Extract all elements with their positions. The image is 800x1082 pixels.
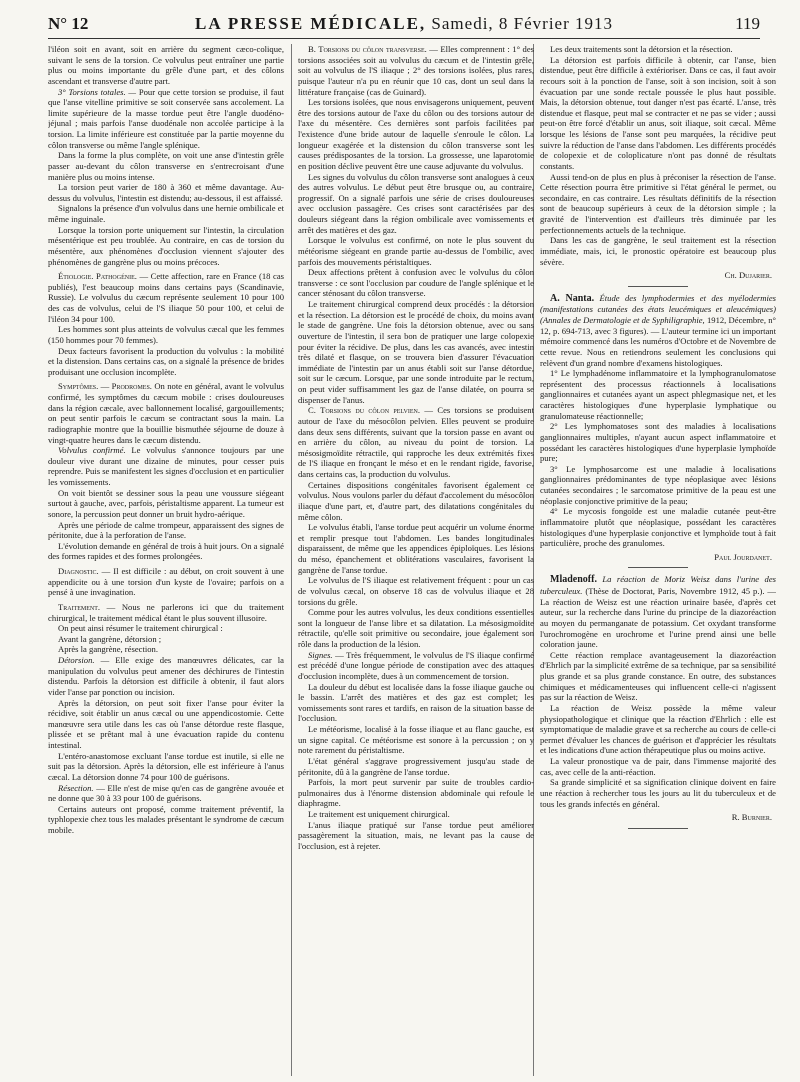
author-signature: Paul Jourdanet. xyxy=(714,551,772,562)
paragraph: l'iléon soit en avant, soit en arrière du segment cæco-colique, suivant le sens de la torsion. Ce volvulus peut entraîner une partie plus ou moins importante du grêle d'une part, et des côlons ascendant et transverse d'autre part. xyxy=(48,44,284,86)
paragraph: Signes. — Très fréquemment, le volvulus de l'S iliaque confirmé est précédé d'une longue période de constipation avec des attaques d'occlusion incomplète, dues à un commencement de torsion. xyxy=(298,649,534,681)
paragraph: La torsion peut varier de 180 à 360 et même davantage. Au-dessus du volvulus, l'intestin est distendu; au-dessous, il est affaissé. xyxy=(48,182,284,203)
journal-title-line xyxy=(48,14,760,34)
paragraph: Cette réaction remplace avantageusement la diazoréaction d'Ehrlich par la simplicité extrême de sa technique, par sa sensibilité plus grande et sa plus grande constance. En outre, des substances chimiques et médicamenteuses qui influencent celle-ci n'agissent pas sur la réaction de Weisz. xyxy=(540,649,776,703)
paragraph: La réaction de Weisz possède la même valeur physiopathologique et clinique que la réaction d'Ehrlich : elle est symptomatique de maladie grave et sa recherche au cours de celle-ci permet d'évaluer les chances de guérison et d'apprécier les résultats et les indications d'une action thérapeutique plus ou moins active. xyxy=(540,702,776,756)
paragraph: C. Torsions du côlon pelvien. — Ces torsions se produisent autour de l'axe du mésocôlon pelvien. Elles peuvent se produire dans deux sens différents, suivant que la torsion passe en avant ou en arrière du côlon, au niveau du point de torsion. La mésosigmoïdite rétractile, qui rapproche les deux extrémités fixes de l'S iliaque en fronçant le méso et en le rendant rigide, favorise, dans certains cas, la production du volvulus. xyxy=(298,405,534,479)
issue-date: Samedi, 8 Février 1913 xyxy=(431,14,614,33)
column-2 xyxy=(298,44,534,1076)
paragraph: On voit bientôt se dessiner sous la peau une voussure siégeant surtout à gauche, avec, parfois, péristaltisme apparent. La tumeur est sonore, la percussion peut donner un bruit hydro-aérique. xyxy=(48,487,284,519)
page-number: 119 xyxy=(735,14,760,33)
paragraph: Deux facteurs favorisent la production du volvulus : la mobilité et la distension. Dans certains cas, on a signalé la présence de brides produisant une occlusion incomplète. xyxy=(48,345,284,377)
journal-title: LA PRESSE MÉDICALE, xyxy=(194,14,427,33)
paragraph: 3° Torsions totales. — Pour que cette torsion se produise, il faut que l'anse vitelline primitive se soit conservée sans accolement. La limite supérieure de la masse tordue peut être l'angle duodéno-jéjunal ; mais parfois l'anse duodénale non accolée participe à la torsion. La limite inférieure est constituée par la partie moyenne du côlon transverse ou même l'angle splénique. xyxy=(48,86,284,150)
review-author: A. Nanta. xyxy=(550,292,595,304)
paragraph: La douleur du début est localisée dans la fosse iliaque gauche ou le bassin. L'arrêt des matières et des gaz est complet; les vomissements sont rares et tardifs, en raison de la situation basse de l'occlusion. xyxy=(298,681,534,724)
section-lead: 3° Torsions totales. — xyxy=(58,86,137,97)
column-3 xyxy=(540,44,776,1076)
paragraph: L'entéro-anastomose excluant l'anse tordue est inutile, si elle ne suit pas la détorsion. Après la détorsion, elle est inférieure à l'anus cæcal. La détorsion donne 74 pour 100 de guérisons. xyxy=(48,750,284,782)
paragraph: Signalons la présence d'un volvulus dans une hernie ombilicale et même inguinale. xyxy=(48,203,284,224)
paragraph: Le météorisme, localisé à la fosse iliaque et au flanc gauche, est un signe capital. Ce météorisme est sonore à la percussion ; on y note rarement du péristaltisme. xyxy=(298,724,534,756)
paragraph: Les hommes sont plus atteints de volvulus cæcal que les femmes (150 hommes pour 70 femmes). xyxy=(48,324,284,345)
section-lead: Volvulus confirmé. xyxy=(58,445,126,456)
paragraph: B. Torsions du côlon transverse. — Elles comprennent : 1° des torsions associées soit au volvulus du cæcum et de l'intestin grêle, soit au volvulus de l'S iliaque ; 2° des torsions isolées, plus rares, puisque l'auteur n'a pu en réunir que 10 cas, dont un seul dans la littérature française (cas de Guinard). xyxy=(298,44,534,97)
paragraph: Diagnostic. — Il est difficile : au début, on croit souvent à une appendicite ou à une torsion d'un kyste de l'ovaire; parfois on a pensé à une invagination. xyxy=(48,566,284,598)
paragraph: Deux affections prêtent à confusion avec le volvulus du côlon transverse : ce sont l'occlusion par coudure de l'angle splénique et le cancer sténosant du côlon transverse. xyxy=(298,267,534,299)
paragraph: Étiologie. Pathogénie. — Cette affection, rare en France (18 cas publiés), l'est beaucoup moins dans certains pays (Scandinavie, Russie). Le volvulus du cæcum représente seulement 10 pour 100 des cas de volvulus, celui de l'S iliaque 50 pour 100, et celui de l'iléon 34 pour 100. xyxy=(48,271,284,324)
paragraph: Traitement. — Nous ne parlerons ici que du traitement chirurgical, le traitement médical étant le plus souvent illusoire. xyxy=(48,601,284,623)
paragraph: Avant la gangrène, détorsion ; xyxy=(58,633,162,644)
review-entry: Mladenoff. La réaction de Moriz Weisz dans l'urine des tuberculeux. (Thèse de Doctorat, Paris, Novembre 1912, 45 p.). — La réaction de Weisz est une réaction urinaire basée, d'après cet auteur, sur la recherche dans l'urine du principe de la diazoréaction au moyen du permanganate de potassium. Cet oxydant transforme l'urochromogène en urochrome et l'urine prend ainsi une belle coloration jaune. xyxy=(540,574,776,650)
paragraph: 1° Le lymphadénome inflammatoire et la lymphogranulomatose représentent des processus réactionnels à localisations ganglionnaires et cutanées ayant un aspect phlegmasique net, et les caractères histologiques d'une hyperplasie lymphatique ou granulomateuse réactionnelle; xyxy=(540,368,776,421)
section-lead: Traitement. xyxy=(58,601,101,612)
paragraph: Après une période de calme trompeur, apparaissent des signes de péritonite, due à la perforation de l'anse. xyxy=(48,519,284,541)
paragraph: Les signes du volvulus du côlon transverse sont analogues à ceux des autres volvulus. Le début peut être brusque ou, au contraire, progressif. On a signalé parfois une série de crises douloureuses avec occlusion passagère. Ces crises sont caractérisées par des douleurs siégeant dans la région ombilicale avec vomissements et arrêt des matières et des gaz. xyxy=(298,171,534,235)
paragraph: Le traitement chirurgical comprend deux procédés : la détorsion et la résection. La détorsion est le procédé de choix, du moins avant le stade de gangrène. Une fois la détorsion obtenue, avec ou sans ouverture de l'intestin, il sera bon de pratiquer une large colopexie pour éviter la récidive. De plus, dans les cas avancés, avec intestin très dilaté et flasque, on se trouvera bien d'assurer l'évacuation immédiate de l'intestin par un anus établi soit sur l'anse détordue, soit sur le cæcum. Lorsque, par une sonde introduite par le rectum, on peut vider suffisamment les gaz de l'anse dilatée, on pourra se dispenser de l'anus. xyxy=(298,299,534,405)
paragraph: 2° Les lymphomatoses sont des maladies à localisations ganglionnaires multiples, n'ayant aucun aspect inflammatoire et possédant les caractères histologiques d'une hyperplasie lymphoïde pure; xyxy=(540,421,776,464)
review-entry: A. Nanta. Étude des lymphodermies et des myélodermies (manifestations cutanées des états leucémiques et aleucémiques) (Annales de Dermatologie et de Syphiligraphie, 1912, Décembre, n° 12, p. 694-713, avec 3 figures). — L'auteur termine ici un important mémoire commencé dans les numéros d'Octobre et de Novembre de cette revue. Nous en retiendrons seulement les conclusions qui relèvent d'un grand nombre d'examens histologiques. xyxy=(540,292,776,368)
review-author: Mladenoff. xyxy=(550,574,597,586)
paragraph: 3° Le lymphosarcome est une maladie à localisations ganglionnaires prédominantes de type néoplasique avec lésions cutanées secondaires ; le sarcomatose primitive de la peau est une néoplasie conjonctive primitive de la peau; xyxy=(540,463,776,506)
paragraph: Le volvulus de l'S iliaque est relativement fréquent : pour un cas de volvulus cæcal, on observe 18 cas de volvulus iliaque et 28 torsions du grêle. xyxy=(298,575,534,607)
review-title: Étude des lymphodermies et des myélodermies (manifestations cutanées des états leucémiques et aleucémiques) (Annales de Dermatologie et de Syphiligraphie, xyxy=(540,292,776,325)
divider xyxy=(628,286,688,287)
page-header xyxy=(48,12,760,39)
paragraph: Dans les cas de gangrène, le seul traitement est la résection immédiate, mais, ici, le pronostic opératoire est beaucoup plus sévère. xyxy=(540,235,776,267)
paragraph: On peut ainsi résumer le traitement chirurgical : xyxy=(58,623,223,634)
paragraph: Les torsions isolées, que nous envisagerons uniquement, peuvent être des torsions autour de l'axe du côlon ou des torsions autour de l'axe du mésentère. Ces dernières sont parfois facilitées par l'existence d'une bride autour de laquelle s'enroule le côlon. La longueur exagérée et la distension du côlon transverse sont les causes prédisposantes de la torsion. La grossesse, une laparotomie en position déclive peuvent être une cause adjuvante du volvulus. xyxy=(298,97,534,171)
paragraph: La détorsion est parfois difficile à obtenir, car l'anse, bien distendue, peut être difficile à extérioriser. Dans ce cas, il faut avoir recours soit à la ponction de l'anse, soit à son incision, soit à son évacuation par une sonde rectale poussée le plus haut possible. Mais, la détorsion obtenue, tout danger n'est pas écarté. L'anse, très distendue et flasque, peut mal se contracter et ne pas se vider ; aussi peut-on être forcé d'établir un anus, soit iliaque, soit cæcal. Même lorsque les lésions de l'anse sont peu marquées, la récidive peut suivre la réduction de l'anse dans l'abdomen. Les différents procédés de colopexie et de coloplicature n'ont pas donné de résultats constants. xyxy=(540,54,776,171)
paragraph: 4° Le mycosis fongoïde est une maladie cutanée peut-être inflammatoire plutôt que néoplasique, possédant les caractères histologiques d'une hyperplasie conjonctive et lymphoïde tout à fait particulière, proche des granulomes. xyxy=(540,506,776,549)
paragraph: Aussi tend-on de plus en plus à préconiser la résection de l'anse. Cette résection pourra être primitive si l'état général le permet, ou secondaire, en cas contraire. Les résultats définitifs de la résection sont de beaucoup supérieurs à ceux de la détorsion simple ; la gravité de l'intervention est d'ailleurs très diminuée par les perfectionnements actuels de la technique. xyxy=(540,171,776,235)
paragraph: Résection. — Elle n'est de mise qu'en cas de gangrène avouée et ne donne que 30 à 33 pour 100 de guérisons. xyxy=(48,782,284,804)
paragraph: Certaines dispositions congénitales favorisent également ce volvulus. Nous voulons parler du défaut d'accolement du mésocôlon iliaque d'une part, et, d'autre part, des dilatations congénitales du même côlon. xyxy=(298,479,534,522)
paragraph: Certains auteurs ont proposé, comme traitement préventif, la typhlopexie chez tous les malades présentant le syndrome de cæcum mobile. xyxy=(48,803,284,835)
paragraph: L'anus iliaque pratiqué sur l'anse tordue peut améliorer passagèrement la situation, mais, ne levant pas la cause de l'occlusion, est à rejeter. xyxy=(298,819,534,851)
divider xyxy=(628,828,688,829)
paragraph: Détorsion. — Elle exige des manœuvres délicates, car la manipulation du volvulus peut amener des déchirures de l'intestin distendu. Parfois la détorsion est difficile à obtenir, il faut alors vider l'anse par ponction ou incision. xyxy=(48,655,284,697)
section-lead: Signes. xyxy=(308,649,333,660)
section-lead: C. Torsions du côlon pelvien. xyxy=(308,405,421,416)
paragraph: Symptômes. — Prodromes. On note en général, avant le volvulus confirmé, les symptômes du cæcum mobile : crises douloureuses dans la région cæcale, avec ballonnement localisé, gargouillements; on peut sentir parfois le cæcum se contractant sous la main. La radiographie montre que la bouillie bismuthée séjourne de douze à vingt-quatre heures dans le cæcum distendu. xyxy=(48,381,284,445)
paragraph: Sa grande simplicité et sa signification clinique doivent en faire une réaction à rechercher tous les jours au lit du tuberculeux et de tous les grands infectés en général. xyxy=(540,777,776,809)
review-title: La réaction de Moriz Weisz dans l'urine des tuberculeux. xyxy=(540,574,776,596)
section-lead: Détorsion. xyxy=(58,655,95,665)
section-lead: Diagnostic. xyxy=(58,566,99,576)
paragraph: Comme pour les autres volvulus, les deux conditions essentielles sont la longueur de l'anse libre et sa dilatation. La mésosigmoïdite rétractile, qu'elle soit primitive ou secondaire, joue également son rôle dans la production de la lésion. xyxy=(298,607,534,649)
author-signature: Ch. Dujarier. xyxy=(724,270,772,281)
paragraph: Volvulus confirmé. Le volvulus s'annonce toujours par une douleur vive durant une dizaine de minutes, pour cesser puis reprendre. Puis se manifestent les signes d'occlusion et en particulier les vomissements. xyxy=(48,445,284,487)
paragraph: Dans la forme la plus complète, on voit une anse d'intestin grêle passer au-devant du côlon transverse en s'entrecroisant d'une manière plus ou moins intense. xyxy=(48,150,284,182)
divider xyxy=(628,567,688,568)
paragraph: Le traitement est uniquement chirurgical. xyxy=(308,809,450,819)
paragraph: Après la gangrène, résection. xyxy=(58,644,158,655)
issue-number: N° 12 xyxy=(48,14,89,33)
section-lead: B. Torsions du côlon transverse. xyxy=(308,44,427,54)
column-1 xyxy=(48,44,284,1076)
paragraph: Les deux traitements sont la détorsion et la résection. xyxy=(550,44,733,54)
paragraph: L'état général s'aggrave progressivement jusqu'au stade de péritonite, dû à la gangrène de l'anse tordue. xyxy=(298,755,534,777)
author-signature: R. Burnier. xyxy=(731,812,772,823)
section-lead: Étiologie. Pathogénie. xyxy=(58,271,137,282)
section-lead: Symptômes. — Prodromes. xyxy=(58,381,152,392)
paragraph: La valeur pronostique va de pair, dans l'immense majorité des cas, avec celle de la anti-réaction. xyxy=(540,756,776,777)
paragraph: Le volvulus établi, l'anse tordue peut acquérir un volume énorme et remplir presque tout l'abdomen. Les bandes longitudinales disparaissent, de même que les appendices épiploïques. Les lésions du méso, épanchement et oblitérations vasculaires, favorisent la gangrène de l'anse tordue. xyxy=(298,522,534,575)
paragraph: Lorsque la torsion porte uniquement sur l'intestin, la circulation mésentérique est peu troublée. Au contraire, en cas de torsion du mésentère, aux phénomènes d'occlusion viennent s'ajouter des phénomènes de gangrène plus ou moins précoces. xyxy=(48,224,284,267)
paragraph: Lorsque le volvulus est confirmé, on note le plus souvent du météorisme siégeant en grande partie au-dessus de l'ombilic, avec parfois des mouvements péristaltiques. xyxy=(298,235,534,267)
paragraph: Après la détorsion, on peut soit fixer l'anse pour éviter la récidive, soit établir un anus cæcal ou une appendicostomie. Cette manœuvre sera utile dans les cas où l'anse détordue reste flasque, plissée et se prêtant mal à une évacuation rapide du contenu intestinal. xyxy=(48,697,284,750)
section-lead: Résection. xyxy=(58,782,94,793)
column-rule xyxy=(291,44,292,1076)
paragraph: L'évolution demande en général de trois à huit jours. On a signalé des formes rapides et des formes prolongées. xyxy=(48,540,284,562)
paragraph: Parfois, la mort peut survenir par suite de troubles cardio-pulmonaires dus à l'énorme distension abdominale qui refoule le diaphragme. xyxy=(298,777,534,809)
